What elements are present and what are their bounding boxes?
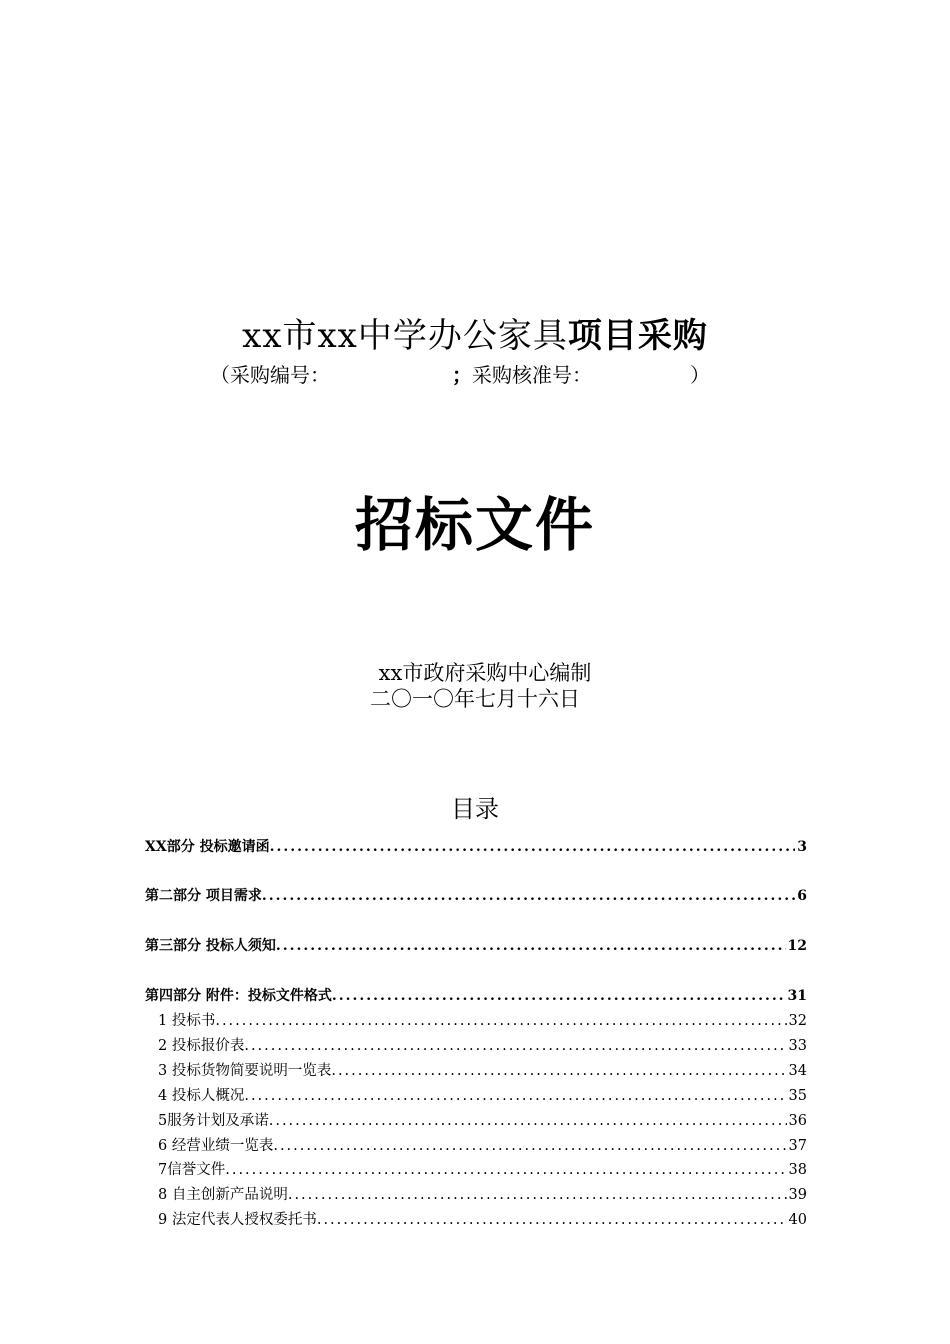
toc-subentry[interactable] [158, 1012, 807, 1030]
toc-entry-label: XX部分 投标邀请函 [145, 839, 270, 855]
procurement-number-label: （采购编号： [210, 363, 330, 387]
toc-subentry-label: 1 投标书 [158, 1013, 216, 1029]
toc-subentry[interactable] [158, 1062, 807, 1080]
toc-subentry[interactable] [158, 1037, 807, 1055]
document-title: 招标文件 [354, 491, 595, 559]
toc-subentry-label: 6 经营业绩一览表 [158, 1138, 274, 1154]
toc-subentry-label: 9 法定代表人授权委托书 [158, 1212, 317, 1228]
toc-subentry-label: 3 投标货物简要说明一览表 [158, 1063, 332, 1079]
toc-entry[interactable] [145, 838, 807, 856]
toc-subentry-page: 32 [788, 1013, 807, 1029]
toc-subentry-label: 5服务计划及承诺 [158, 1113, 269, 1129]
toc-entry-label: 第二部分 项目需求 [145, 888, 262, 904]
issuer: xx市政府采购中心编制 [378, 661, 592, 685]
toc-leader [317, 1211, 787, 1229]
toc-leader [288, 1186, 787, 1204]
toc-subentry[interactable] [158, 1186, 807, 1204]
toc-entry[interactable] [145, 937, 807, 955]
toc-subentry-label: 2 投标报价表 [158, 1038, 245, 1054]
toc-subentry-label: 4 投标人概况 [158, 1088, 245, 1104]
toc-subentry-page: 35 [788, 1088, 807, 1104]
toc-subentry-page: 34 [788, 1063, 807, 1079]
toc-entry[interactable] [145, 887, 807, 905]
toc-subentry[interactable] [158, 1161, 807, 1179]
toc-leader [244, 1087, 786, 1105]
toc-subentry[interactable] [158, 1087, 807, 1105]
toc-subentry-page: 38 [788, 1162, 807, 1178]
toc-leader [269, 1112, 787, 1130]
toc-leader [215, 1012, 786, 1030]
toc-subentry-label: 7信誉文件 [158, 1162, 226, 1178]
toc-leader [244, 1037, 786, 1055]
toc-leader [276, 937, 786, 955]
toc-subentry-label: 8 自主创新产品说明 [158, 1187, 288, 1203]
toc-subentry-page: 33 [788, 1038, 807, 1054]
issue-date: 二〇一〇年七月十六日 [370, 687, 580, 711]
toc-entry-page: 12 [787, 938, 807, 954]
toc-leader [225, 1161, 786, 1179]
ids-separator: ；采购核准号： [452, 363, 592, 387]
toc-leader [331, 1062, 786, 1080]
project-title [0, 314, 950, 358]
toc-heading: 目录 [451, 795, 499, 823]
toc-subentry-page: 37 [788, 1138, 807, 1154]
toc-entry-page: 31 [787, 988, 807, 1004]
toc-subentry-page: 39 [788, 1187, 807, 1203]
toc-entry[interactable] [145, 987, 807, 1005]
toc-entry-page: 3 [797, 839, 807, 855]
project-title-regular: xx市xx中学办公家具 [242, 316, 568, 356]
toc-subentry[interactable] [158, 1137, 807, 1155]
toc-entry-page: 6 [797, 888, 807, 904]
toc-entry-label: 第三部分 投标人须知 [145, 938, 276, 954]
toc-leader [273, 1137, 786, 1155]
toc-subentry-page: 40 [788, 1212, 807, 1228]
toc-leader [270, 838, 796, 856]
toc-subentry[interactable] [158, 1112, 807, 1130]
toc-leader [262, 887, 795, 905]
project-title-bold: 项目采购 [567, 316, 708, 356]
approval-number-label: 采购核准号： [472, 363, 592, 387]
toc-subentry[interactable] [158, 1211, 807, 1229]
toc-subentry-page: 36 [788, 1113, 807, 1129]
toc-entry-label: 第四部分 附件：投标文件格式 [145, 988, 332, 1004]
toc-leader [332, 987, 786, 1005]
ids-close-paren: ） [690, 363, 710, 387]
